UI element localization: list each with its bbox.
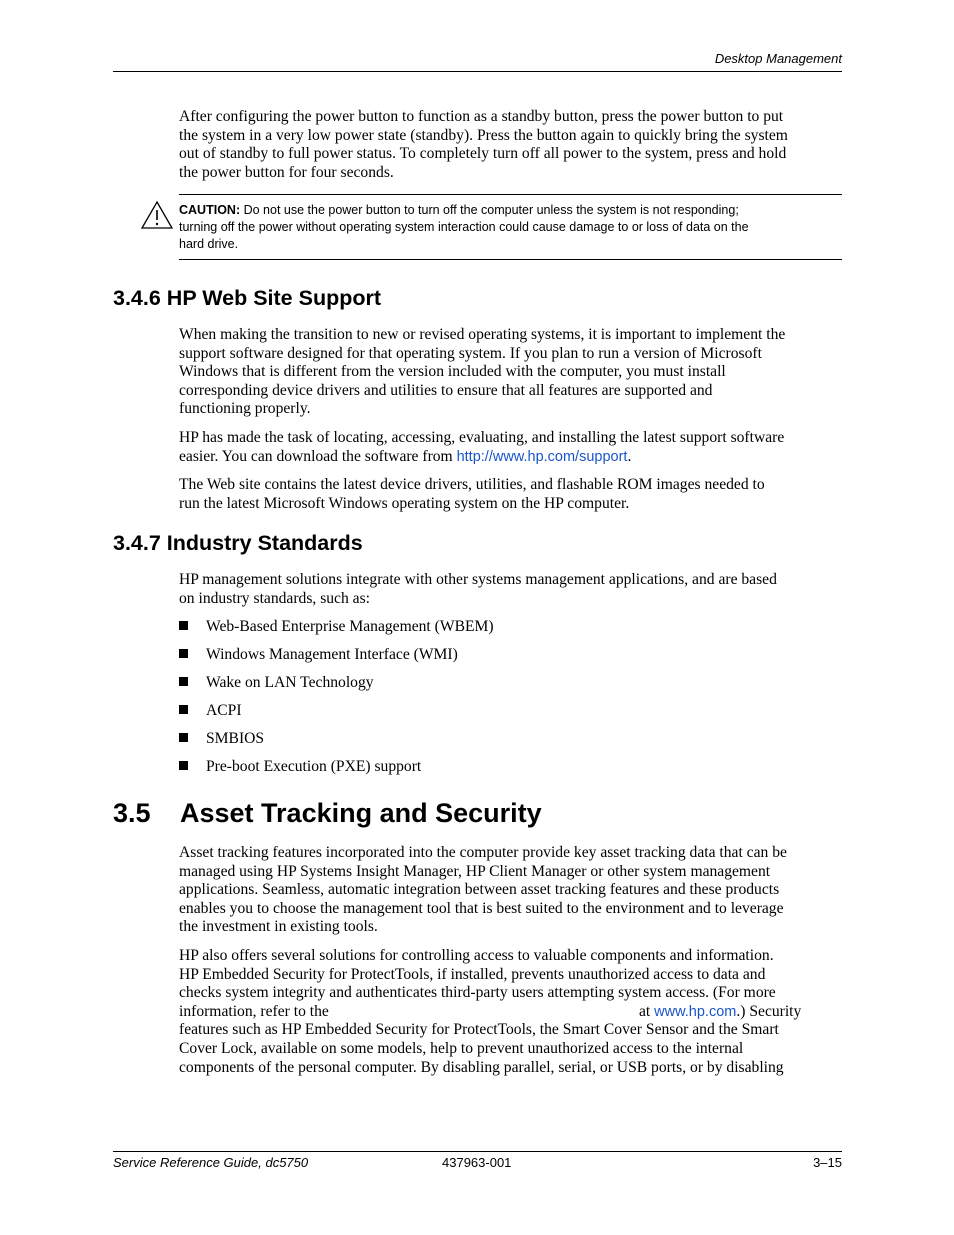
list-item-text: Web-Based Enterprise Management (WBEM) bbox=[206, 618, 494, 635]
list-item bbox=[179, 730, 264, 748]
text-line: .) Security bbox=[736, 1002, 802, 1020]
text-line: When making the transition to new or revised operating systems, it is important to implement the bbox=[179, 326, 786, 343]
hp-com-link[interactable]: www.hp.com bbox=[654, 1003, 737, 1020]
header-rule bbox=[113, 71, 842, 72]
text-line: functioning properly. bbox=[179, 400, 311, 418]
text-line: the power button for four seconds. bbox=[179, 163, 394, 181]
text-line: Do not use the power button to turn off the computer unless the system is not responding; bbox=[243, 203, 739, 217]
caution-icon bbox=[140, 200, 174, 230]
text-line: Asset tracking features incorporated into the computer provide key asset tracking data that can be bbox=[179, 844, 787, 861]
text-line: corresponding device drivers and utilities to ensure that all features are supported and bbox=[179, 381, 713, 399]
footer-title: Service Reference Guide, dc5750 bbox=[113, 1155, 309, 1170]
list-item bbox=[179, 758, 421, 776]
heading-asset-tracking-and-security bbox=[113, 798, 542, 829]
caution-label: CAUTION: bbox=[179, 203, 241, 217]
bullet-icon bbox=[179, 705, 188, 714]
bullet-icon bbox=[179, 677, 188, 686]
text-line: out of standby to full power status. To completely turn off all power to the system, press and hold bbox=[179, 145, 787, 163]
text-line: run the latest Microsoft Windows operating system on the HP computer. bbox=[179, 494, 630, 512]
list-item bbox=[179, 618, 494, 636]
bullet-icon bbox=[179, 649, 188, 658]
bullet-icon bbox=[179, 621, 188, 630]
list-item bbox=[179, 702, 242, 720]
list-item bbox=[179, 646, 458, 664]
text-line: HP has made the task of locating, accessing, evaluating, and installing the latest support software bbox=[179, 429, 785, 446]
text-line: managed using HP Systems Insight Manager, HP Client Manager or other system management bbox=[179, 862, 771, 880]
text-line: HP Embedded Security for ProtectTools, if installed, prevents unauthorized access to data and bbox=[179, 965, 766, 983]
text-line: The Web site contains the latest device drivers, utilities, and flashable ROM images needed to bbox=[179, 476, 765, 493]
text-line: After configuring the power button to function as a standby button, press the power button to put bbox=[179, 108, 784, 125]
list-item-text: SMBIOS bbox=[206, 730, 265, 747]
paragraph bbox=[179, 429, 843, 466]
footer-part-number: 437963-001 bbox=[442, 1155, 512, 1170]
text-line: on industry standards, such as: bbox=[179, 589, 371, 607]
text-line: hard drive. bbox=[179, 237, 239, 251]
text-line: support software designed for that operating system. If you plan to run a version of Microsoft bbox=[179, 344, 762, 362]
text-line: Cover Lock, available on some models, help to prevent unauthorized access to the internal bbox=[179, 1039, 744, 1057]
text-line: the investment in existing tools. bbox=[179, 918, 378, 936]
list-item-text: Windows Management Interface (WMI) bbox=[206, 646, 458, 663]
text-line: HP management solutions integrate with other systems management applications, and are based bbox=[179, 571, 777, 588]
text-line: enables you to choose the management tool that is best suited to the environment and to leverage bbox=[179, 899, 784, 917]
heading-hp-web-site-support: 3.4.6 HP Web Site Support bbox=[113, 286, 382, 310]
list-item bbox=[179, 674, 374, 692]
list-item-text: Wake on LAN Technology bbox=[206, 674, 374, 691]
heading-industry-standards: 3.4.7 Industry Standards bbox=[113, 531, 363, 555]
caution-bottom-rule bbox=[179, 259, 842, 260]
text-line: the system in a very low power state (standby). Press the button again to quickly bring the system bbox=[179, 126, 788, 144]
running-header: Desktop Management bbox=[714, 51, 842, 66]
text-line: information, refer to the bbox=[179, 1002, 329, 1020]
section-title: Asset Tracking and Security bbox=[180, 798, 542, 828]
text-line: easier. You can download the software from bbox=[179, 447, 457, 465]
text-line: checks system integrity and authenticates third-party users attempting system access. (For more bbox=[179, 984, 776, 1002]
footer-page-number: 3–15 bbox=[813, 1155, 842, 1170]
bullet-icon bbox=[179, 761, 188, 770]
text-line: at bbox=[639, 1002, 655, 1020]
list-item-text: ACPI bbox=[206, 702, 242, 719]
bullet-icon bbox=[179, 733, 188, 742]
text-line: features such as HP Embedded Security for ProtectTools, the Smart Cover Sensor and the Smart bbox=[179, 1021, 779, 1039]
text-line: HP also offers several solutions for controlling access to valuable components and information. bbox=[179, 947, 774, 964]
section-number: 3.5 bbox=[113, 798, 151, 828]
text-line: turning off the power without operating system interaction could cause damage to or loss of data on the bbox=[179, 220, 749, 234]
paragraph bbox=[179, 571, 843, 608]
list-item-text: Pre-boot Execution (PXE) support bbox=[206, 758, 422, 775]
text-line: components of the personal computer. By disabling parallel, serial, or USB ports, or by disabling bbox=[179, 1058, 784, 1076]
paragraph bbox=[179, 844, 843, 937]
paragraph bbox=[179, 476, 843, 513]
text-line: applications. Seamless, automatic integration between asset tracking features and these products bbox=[179, 881, 780, 899]
caution-note bbox=[179, 202, 842, 253]
paragraph bbox=[179, 326, 843, 419]
footer-rule bbox=[113, 1151, 842, 1152]
caution-top-rule bbox=[179, 194, 842, 195]
paragraph bbox=[179, 947, 843, 1077]
intro-paragraph bbox=[179, 108, 843, 182]
text-line: Windows that is different from the version included with the computer, you must install bbox=[179, 363, 726, 381]
hp-support-link[interactable]: http://www.hp.com/support bbox=[456, 448, 628, 465]
text-line: . bbox=[627, 447, 632, 465]
